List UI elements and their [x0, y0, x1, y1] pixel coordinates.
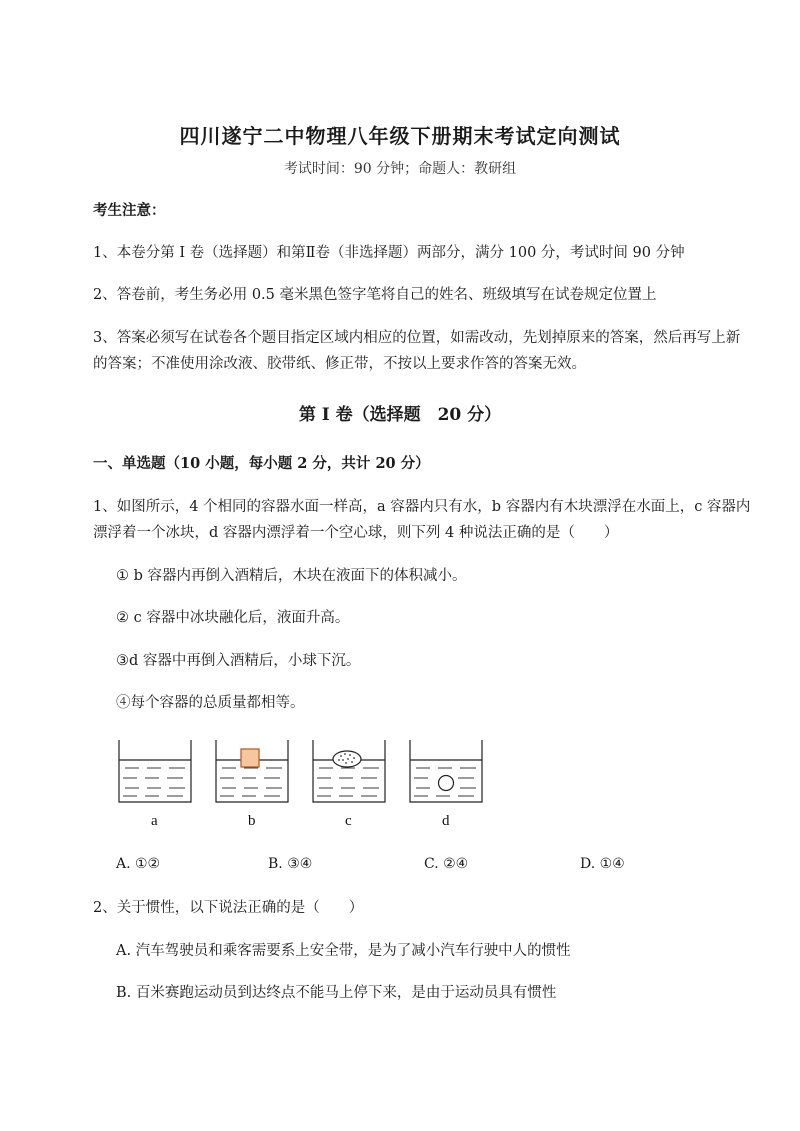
container-a [119, 740, 191, 802]
statement-4: ④每个容器的总质量都相等。 [116, 695, 305, 711]
statement-1: ① b 容器内再倒入酒精后，木块在液面下的体积减小。 [116, 568, 467, 584]
page-title: 四川遂宁二中物理八年级下册期末考试定向测试 [179, 124, 621, 148]
exam-info: 考试时间：90 分钟；命题人：教研组 [283, 161, 517, 177]
q1-option-c[interactable]: C. ②④ [424, 856, 469, 872]
notice-item-2: 2、答卷前，考生务必用 0.5 毫米黑色签字笔将自己的姓名、班级填写在试卷规定位置上 [93, 287, 657, 303]
question-2-stem: 2、关于惯性，以下说法正确的是（ ） [93, 900, 364, 916]
question-1-stem-cont: 漂浮着一个冰块，d 容器内漂浮着一个空心球，则下列 4 种说法正确的是（ ） [93, 525, 619, 541]
ice-block [333, 751, 361, 767]
notice-heading: 考生注意： [93, 202, 166, 219]
section-title: 第 I 卷（选择题 20 分） [298, 405, 502, 425]
q1-option-a[interactable]: A. ①② [116, 856, 161, 872]
notice-item-3: 3、答案必须写在试卷各个题目指定区域内相应的位置，如需改动，先划掉原来的答案，然后再写上新 [93, 330, 741, 346]
q2-option-a[interactable]: A. 汽车驾驶员和乘客需要系上安全带，是为了减小汽车行驶中人的惯性 [116, 943, 571, 959]
label-c: c [345, 813, 352, 829]
wood-block [241, 749, 259, 767]
notice-item-3-cont: 的答案；不准使用涂改液、胶带纸、修正带，不按以上要求作答的答案无效。 [93, 356, 586, 372]
label-b: b [248, 813, 256, 829]
q1-option-b[interactable]: B. ③④ [268, 856, 313, 872]
containers-figure [105, 732, 495, 837]
notice-item-1: 1、本卷分第 I 卷（选择题）和第Ⅱ卷（非选择题）两部分，满分 100 分，考试时间 90 分钟 [93, 245, 685, 261]
container-d [410, 740, 482, 802]
q2-option-b[interactable]: B. 百米赛跑运动员到达终点不能马上停下来，是由于运动员具有惯性 [116, 985, 557, 1001]
question-1-stem: 1、如图所示，4 个相同的容器水面一样高，a 容器内只有水，b 容器内有木块漂浮在水面上，c 容器内 [93, 499, 751, 515]
statement-3: ③d 容器中再倒入酒精后，小球下沉。 [116, 653, 361, 669]
container-c [313, 740, 385, 802]
label-d: d [442, 813, 450, 829]
label-a: a [151, 813, 158, 829]
q1-option-d[interactable]: D. ①④ [580, 856, 625, 872]
statement-2: ② c 容器中冰块融化后，液面升高。 [116, 610, 350, 626]
hollow-ball [439, 776, 454, 791]
part-heading: 一、单选题（10 小题，每小题 2 分，共计 20 分） [93, 455, 430, 472]
